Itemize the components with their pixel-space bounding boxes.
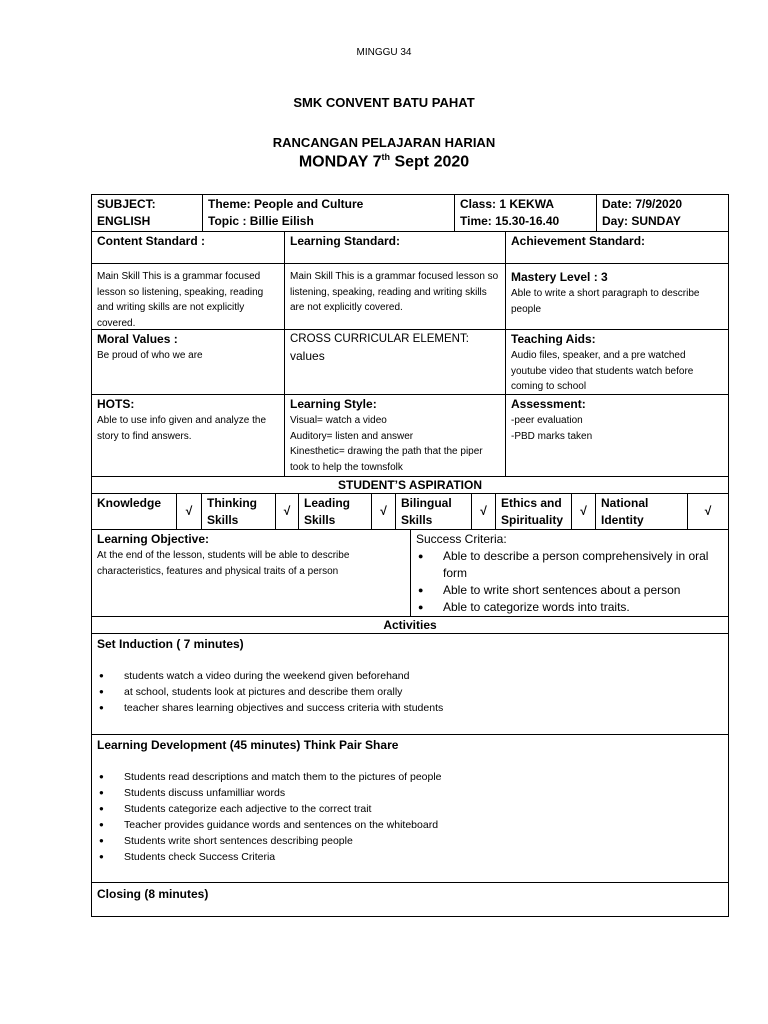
- learning-style-visual: Visual= watch a video: [290, 415, 387, 426]
- development-row: [92, 734, 728, 882]
- closing-row: [92, 882, 728, 916]
- objective-row: [92, 529, 728, 616]
- topic-text: Topic : Billie Eilish: [208, 214, 314, 228]
- plan-title: RANCANGAN PELAJARAN HARIAN: [272, 135, 496, 150]
- lesson-date-heading: [0, 152, 768, 171]
- aspiration-leading-skills: Leading Skills: [298, 494, 371, 529]
- closing-heading: Closing (8 minutes): [97, 887, 209, 901]
- aspiration-knowledge: Knowledge: [97, 496, 162, 510]
- list-item: ● Able to write short sentences about a person: [416, 582, 723, 599]
- school-name: SMK CONVENT BATU PAHAT: [293, 95, 475, 110]
- list-item: ● Students read descriptions and match them to the pictures of people: [97, 769, 723, 785]
- hots-cell: [92, 395, 284, 476]
- list-item: ● Able to categorize words into traits.: [416, 599, 723, 616]
- hots-text: Able to use info given and analyze the story to find answers.: [97, 415, 267, 442]
- date-cell: [596, 195, 728, 231]
- teaching-aids-cell: [505, 330, 728, 394]
- content-standard-text: Main Skill This is a grammar focused lesson so listening, speaking, reading and writing skills are not explicitly covered.: [97, 271, 264, 329]
- date-rest: Sept 2020: [390, 153, 470, 171]
- achievement-standard-cell: [505, 264, 728, 329]
- learning-style-heading: Learning Style:: [290, 397, 377, 411]
- achievement-standard-heading: Achievement Standard:: [505, 232, 728, 263]
- aspiration-heading-row: [92, 476, 728, 493]
- success-criteria-heading: Success Criteria:: [416, 532, 507, 546]
- theme-cell: [202, 195, 454, 231]
- check-icon: √: [687, 494, 728, 529]
- set-induction-cell: [92, 634, 728, 734]
- list-item: ● students watch a video during the weekend given beforehand: [97, 668, 723, 684]
- info-row: [92, 195, 728, 231]
- standards-row: [92, 263, 728, 329]
- standards-heading-row: [92, 231, 728, 263]
- cce-text: values: [290, 349, 325, 363]
- aspiration-heading: STUDENT’S ASPIRATION: [337, 478, 482, 492]
- development-cell: [92, 735, 728, 882]
- aspiration-row: [92, 493, 728, 529]
- class-cell: [454, 195, 596, 231]
- time-text: Time: 15.30-16.40: [460, 214, 560, 228]
- set-induction-row: [92, 633, 728, 734]
- list-item: ● Students categorize each adjective to the correct trait: [97, 801, 723, 817]
- check-icon: √: [471, 494, 495, 529]
- content-standard-heading: Content Standard :: [97, 234, 205, 248]
- moral-values-heading: Moral Values :: [97, 332, 178, 346]
- assessment-cell: [505, 395, 728, 476]
- subject-value: ENGLISH: [97, 214, 151, 228]
- list-item: ● Students check Success Criteria: [97, 849, 723, 865]
- subject-cell: [92, 195, 202, 231]
- check-icon: √: [176, 494, 201, 529]
- teaching-aids-text: Audio files, speaker, and a pre watched youtube video that students watch before coming to school: [511, 350, 694, 392]
- hots-row: [92, 394, 728, 476]
- list-item: ● at school, students look at pictures and describe them orally: [97, 684, 723, 700]
- hots-heading: HOTS:: [97, 397, 135, 411]
- mastery-level-text: Able to write a short paragraph to describe people: [511, 288, 700, 315]
- development-list: [97, 769, 723, 865]
- check-icon: √: [371, 494, 395, 529]
- teaching-aids-heading: Teaching Aids:: [511, 332, 596, 346]
- assessment-pbd: -PBD marks taken: [511, 430, 593, 442]
- learning-standard-heading: Learning Standard:: [284, 232, 505, 263]
- assessment-peer: -peer evaluation: [511, 415, 583, 426]
- list-item: ● Teacher provides guidance words and sentences on the whiteboard: [97, 817, 723, 833]
- check-icon: √: [275, 494, 298, 529]
- moral-row: [92, 329, 728, 394]
- list-item: ● Able to describe a person comprehensively in oral form: [416, 548, 723, 582]
- aspiration-ethics-spirituality: Ethics and Spirituality: [495, 494, 571, 529]
- date-text: Date: 7/9/2020: [602, 197, 683, 211]
- cce-heading: CROSS CURRICULAR ELEMENT:: [290, 333, 469, 345]
- lesson-plan-table: [91, 194, 729, 917]
- activities-heading-row: [92, 616, 728, 633]
- success-criteria-cell: [410, 530, 728, 616]
- cce-cell: [284, 330, 505, 394]
- assessment-heading: Assessment:: [511, 397, 586, 411]
- set-induction-heading: Set Induction ( 7 minutes): [97, 637, 244, 651]
- moral-values-cell: [92, 330, 284, 394]
- learning-objective-heading: Learning Objective:: [97, 532, 210, 546]
- aspiration-national-identity: National Identity: [595, 494, 687, 529]
- date-suffix: th: [381, 152, 391, 162]
- aspiration-thinking-skills: Thinking Skills: [201, 494, 275, 529]
- activities-heading: Activities: [383, 618, 437, 632]
- list-item: ● Students discuss unfamilliar words: [97, 785, 723, 801]
- check-icon: √: [571, 494, 595, 529]
- mastery-level-heading: Mastery Level : 3: [511, 270, 608, 284]
- learning-standard-text: Main Skill This is a grammar focused lesson so listening, speaking, reading and writing skills are not explicitly covered.: [284, 264, 505, 329]
- subject-label: SUBJECT:: [97, 197, 156, 211]
- week-label: MINGGU 34: [356, 47, 412, 58]
- theme-text: Theme: People and Culture: [208, 197, 364, 211]
- aspiration-bilingual-skills: Bilingual Skills: [395, 494, 471, 529]
- date-main: MONDAY 7: [298, 153, 382, 171]
- success-criteria-list: [416, 548, 723, 616]
- day-text: Day: SUNDAY: [602, 214, 681, 228]
- learning-objective-cell: [92, 530, 410, 616]
- learning-style-cell: [284, 395, 505, 476]
- set-induction-list: [97, 668, 723, 716]
- learning-style-auditory: Auditory= listen and answer: [290, 430, 414, 442]
- moral-values-text: Be proud of who we are: [97, 350, 203, 361]
- learning-objective-text: At the end of the lesson, students will be able to describe characteristics, features and physical traits of a person: [97, 550, 350, 577]
- list-item: ● Students write short sentences describing people: [97, 833, 723, 849]
- development-heading: Learning Development (45 minutes) Think Pair Share: [97, 738, 399, 752]
- list-item: ● teacher shares learning objectives and success criteria with students: [97, 700, 723, 716]
- class-text: Class: 1 KEKWA: [460, 197, 555, 211]
- learning-style-kinesthetic: Kinesthetic= drawing the path that the piper took to help the townsfolk: [290, 446, 483, 473]
